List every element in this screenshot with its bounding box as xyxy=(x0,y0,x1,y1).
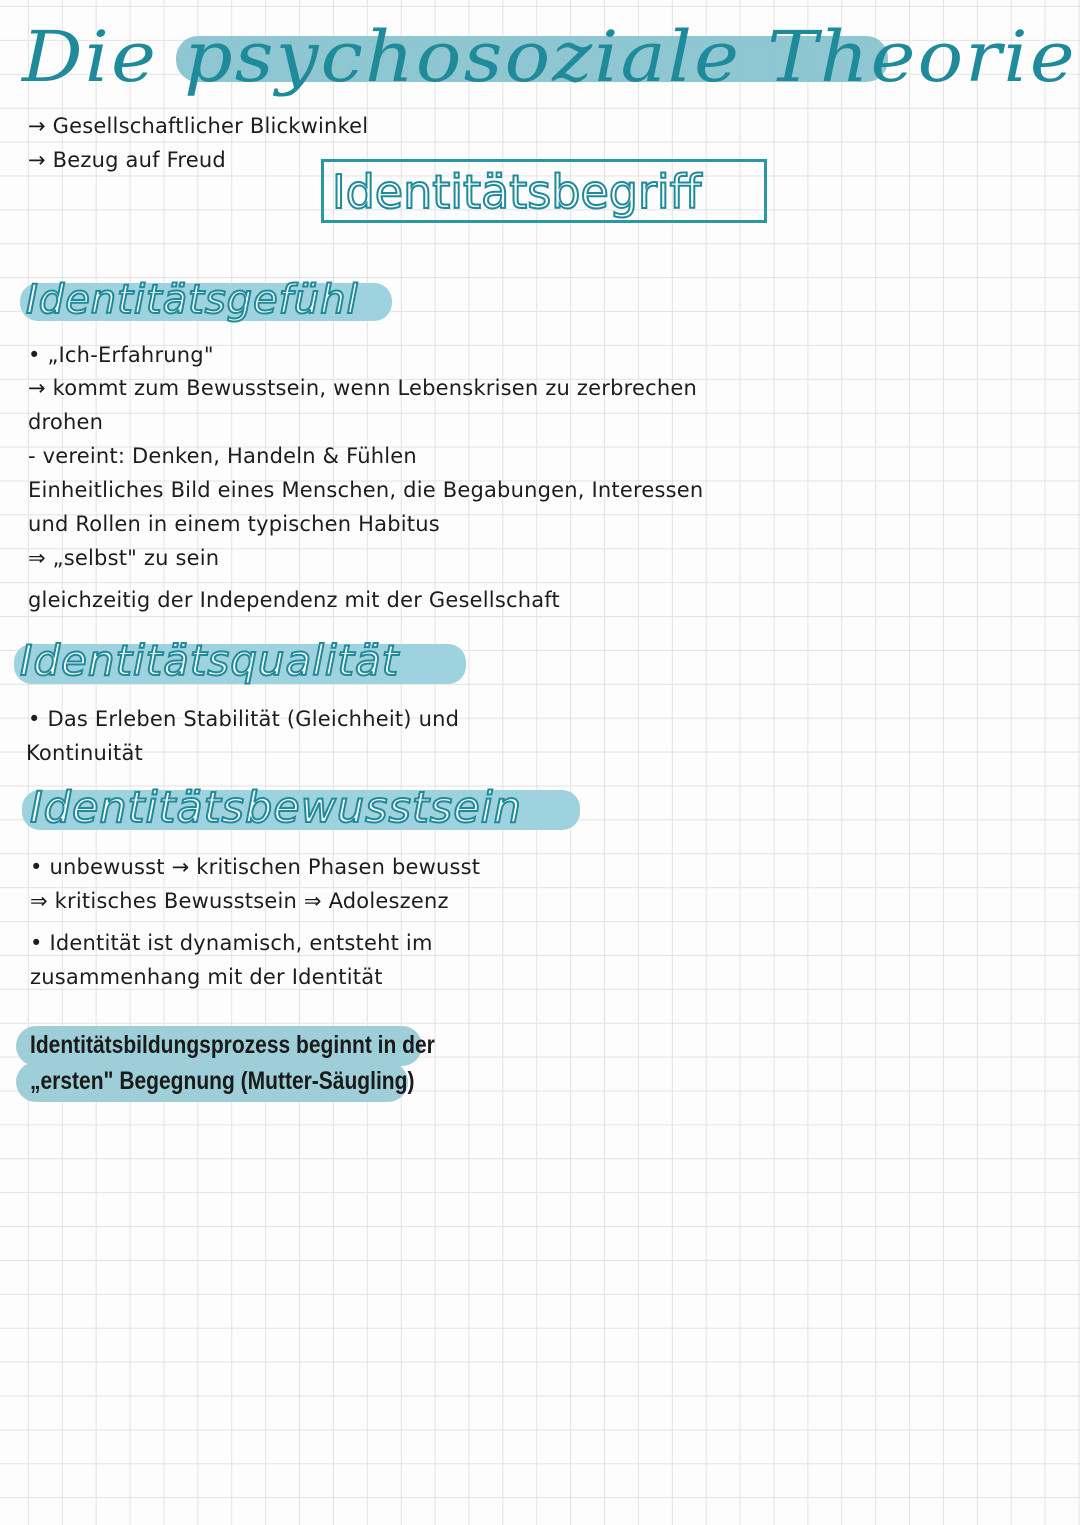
gefuehl-line-6: und Rollen in einem typischen Habitus xyxy=(28,512,440,536)
summary-line-2: „ersten" Begegnung (Mutter-Säugling) xyxy=(30,1067,415,1095)
qualitaet-line-1: • Das Erleben Stabilität (Gleichheit) und xyxy=(28,707,460,731)
intro-line-freud: → Bezug auf Freud xyxy=(28,148,226,172)
intro-line-perspective: → Gesellschaftlicher Blickwinkel xyxy=(28,114,369,138)
gefuehl-line-4: - vereint: Denken, Handeln & Fühlen xyxy=(28,444,417,468)
gefuehl-line-5: Einheitliches Bild eines Menschen, die Begabungen, Interessen xyxy=(28,478,704,502)
qualitaet-line-2: Kontinuität xyxy=(26,741,143,765)
bewusstsein-line-1: • unbewusst → kritischen Phasen bewusst xyxy=(30,855,481,879)
bewusstsein-line-4: zusammenhang mit der Identität xyxy=(30,965,383,989)
gefuehl-line-8: gleichzeitig der Independenz mit der Gesellschaft xyxy=(28,588,560,612)
section-heading-bewusstsein: Identitätsbewusstsein xyxy=(30,783,522,833)
bewusstsein-line-3: • Identität ist dynamisch, entsteht im xyxy=(30,931,433,955)
bewusstsein-line-2: ⇒ kritisches Bewusstsein ⇒ Adoleszenz xyxy=(30,889,449,913)
boxed-heading-frame xyxy=(321,159,767,223)
section-heading-gefuehl: Identitätsgefühl xyxy=(26,277,359,323)
boxed-heading: Identitätsbegriff xyxy=(332,165,702,219)
section-heading-qualitaet: Identitätsqualität xyxy=(20,636,400,685)
gefuehl-line-1: • „Ich-Erfahrung" xyxy=(28,343,214,367)
gefuehl-line-3: drohen xyxy=(28,410,104,434)
page-title: Die psychosoziale Theorie xyxy=(22,16,1077,98)
summary-line-1: Identitätsbildungsprozess beginnt in der xyxy=(30,1031,435,1059)
gefuehl-line-2: → kommt zum Bewusstsein, wenn Lebenskrisen zu zerbrechen xyxy=(28,376,698,400)
gefuehl-line-7: ⇒ „selbst" zu sein xyxy=(28,546,220,570)
